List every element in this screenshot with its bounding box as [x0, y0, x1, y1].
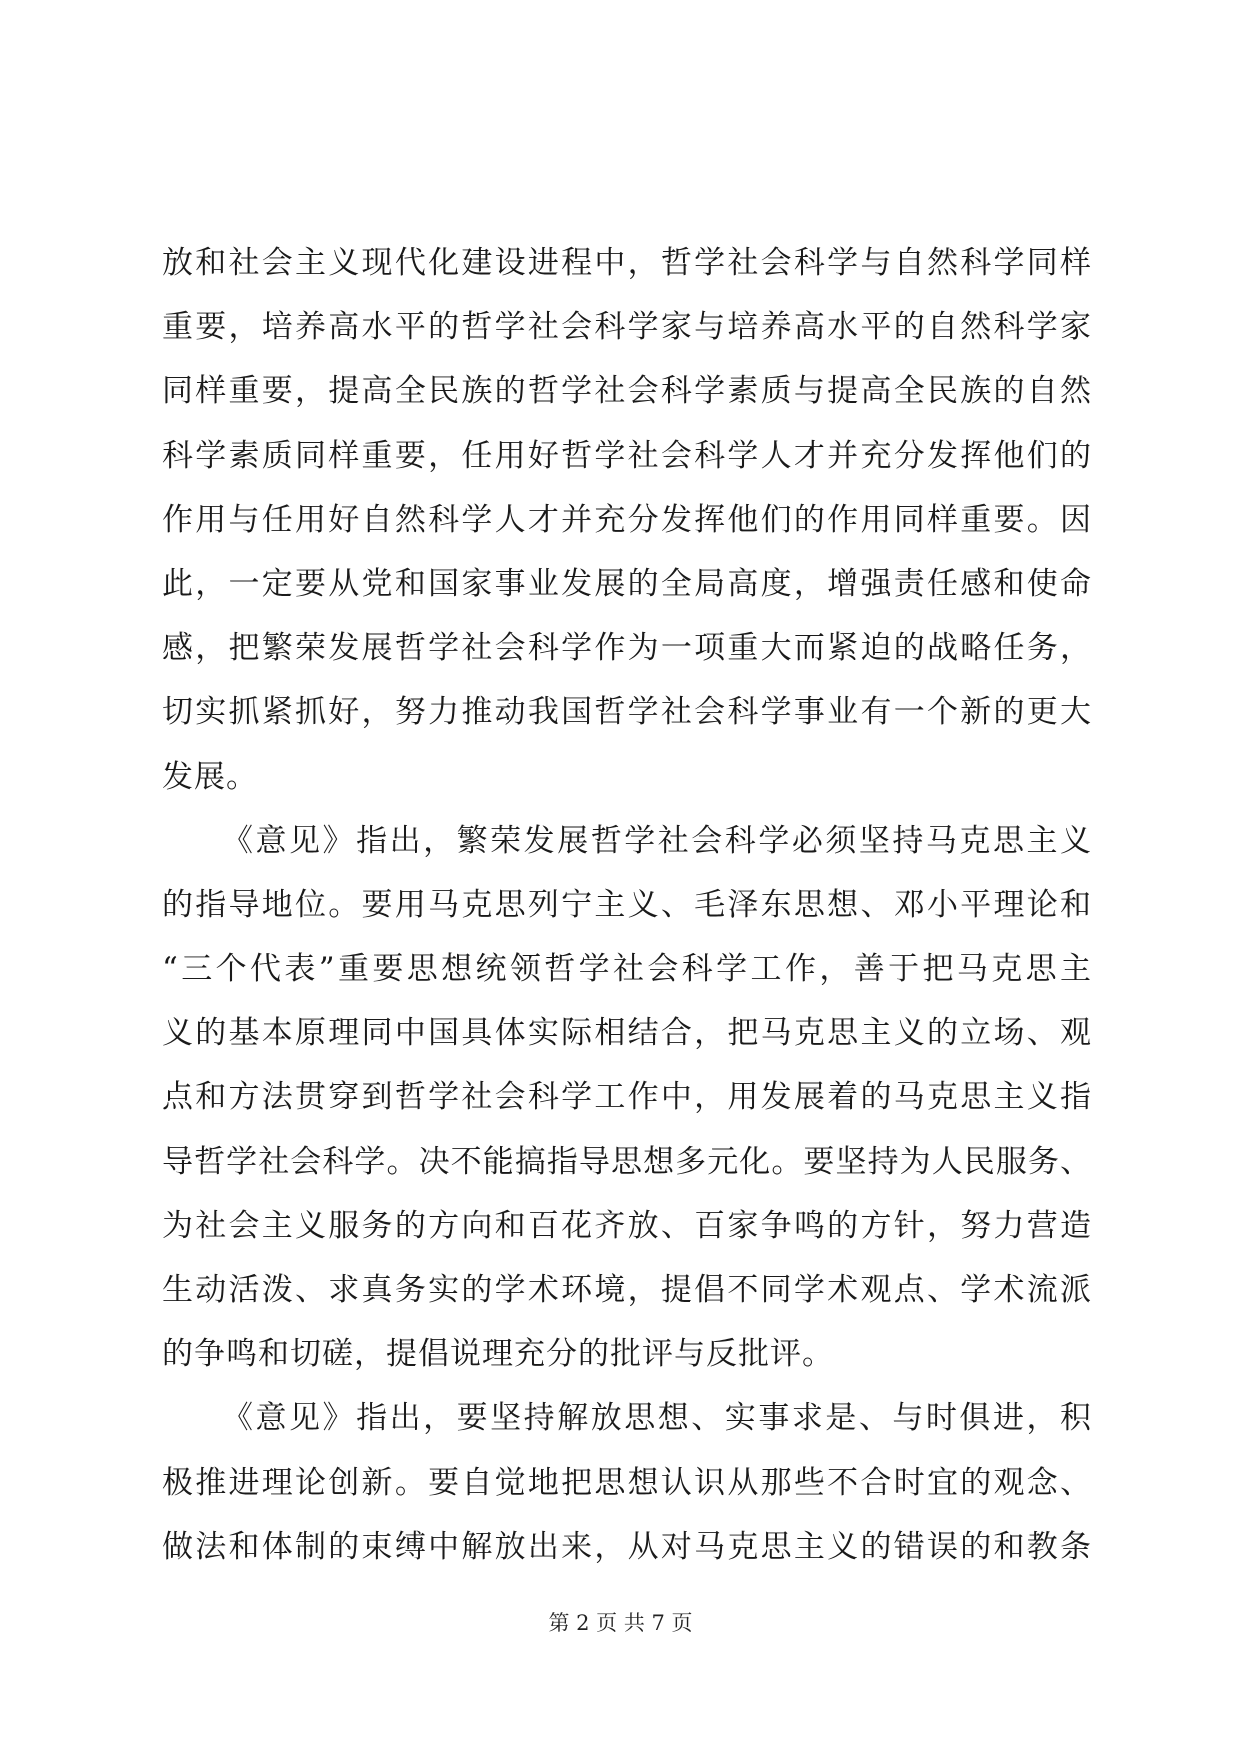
text-line: 点和方法贯穿到哲学社会科学工作中，用发展着的马克思主义指: [162, 1079, 1092, 1116]
text-line: 重要，培养高水平的哲学社会科学家与培养高水平的自然科学家: [162, 309, 1092, 346]
text-line: 切实抓紧抓好，努力推动我国哲学社会科学事业有一个新的更大: [162, 694, 1092, 731]
text-line: 的指导地位。要用马克思列宁主义、毛泽东思想、邓小平理论和: [162, 886, 1092, 923]
text-line: 科学素质同样重要，任用好哲学社会科学人才并充分发挥他们的: [162, 437, 1092, 474]
text-line: 放和社会主义现代化建设进程中，哲学社会科学与自然科学同样: [162, 245, 1092, 281]
text-line: 极推进理论创新。要自觉地把思想认识从那些不合时宜的观念、: [162, 1464, 1092, 1501]
body-text: [162, 231, 1092, 1579]
paragraph-first-line: 《意见》指出，繁荣发展哲学社会科学必须坚持马克思主义: [222, 822, 1092, 859]
text-line: 同样重要，提高全民族的哲学社会科学素质与提高全民族的自然: [162, 373, 1092, 410]
text-line: 作用与任用好自然科学人才并充分发挥他们的作用同样重要。因: [162, 501, 1092, 538]
text-line: 导哲学社会科学。决不能搞指导思想多元化。要坚持为人民服务、: [162, 1143, 1092, 1180]
paragraph-first-line: 《意见》指出，要坚持解放思想、实事求是、与时俱进，积: [222, 1400, 1092, 1437]
text-line: 做法和体制的束缚中解放出来，从对马克思主义的错误的和教条: [162, 1528, 1092, 1565]
text-line: 生动活泼、求真务实的学术环境，提倡不同学术观点、学术流派: [162, 1272, 1092, 1308]
page-footer: [0, 1608, 1241, 1638]
text-line: 义的基本原理同中国具体实际相结合，把马克思主义的立场、观: [162, 1015, 1092, 1052]
text-line: 为社会主义服务的方向和百花齐放、百家争鸣的方针，努力营造: [162, 1207, 1092, 1244]
text-line: “三个代表”重要思想统领哲学社会科学工作，善于把马克思主: [162, 951, 1092, 988]
text-line: 感，把繁荣发展哲学社会科学作为一项重大而紧迫的战略任务，: [162, 630, 1092, 667]
text-line: 的争鸣和切磋，提倡说理充分的批评与反批评。: [162, 1336, 834, 1373]
text-line: 此，一定要从党和国家事业发展的全局高度，增强责任感和使命: [162, 565, 1092, 602]
page-number-label: 第 2 页 共 7 页: [548, 1611, 693, 1635]
text-line: 发展。: [162, 758, 258, 795]
